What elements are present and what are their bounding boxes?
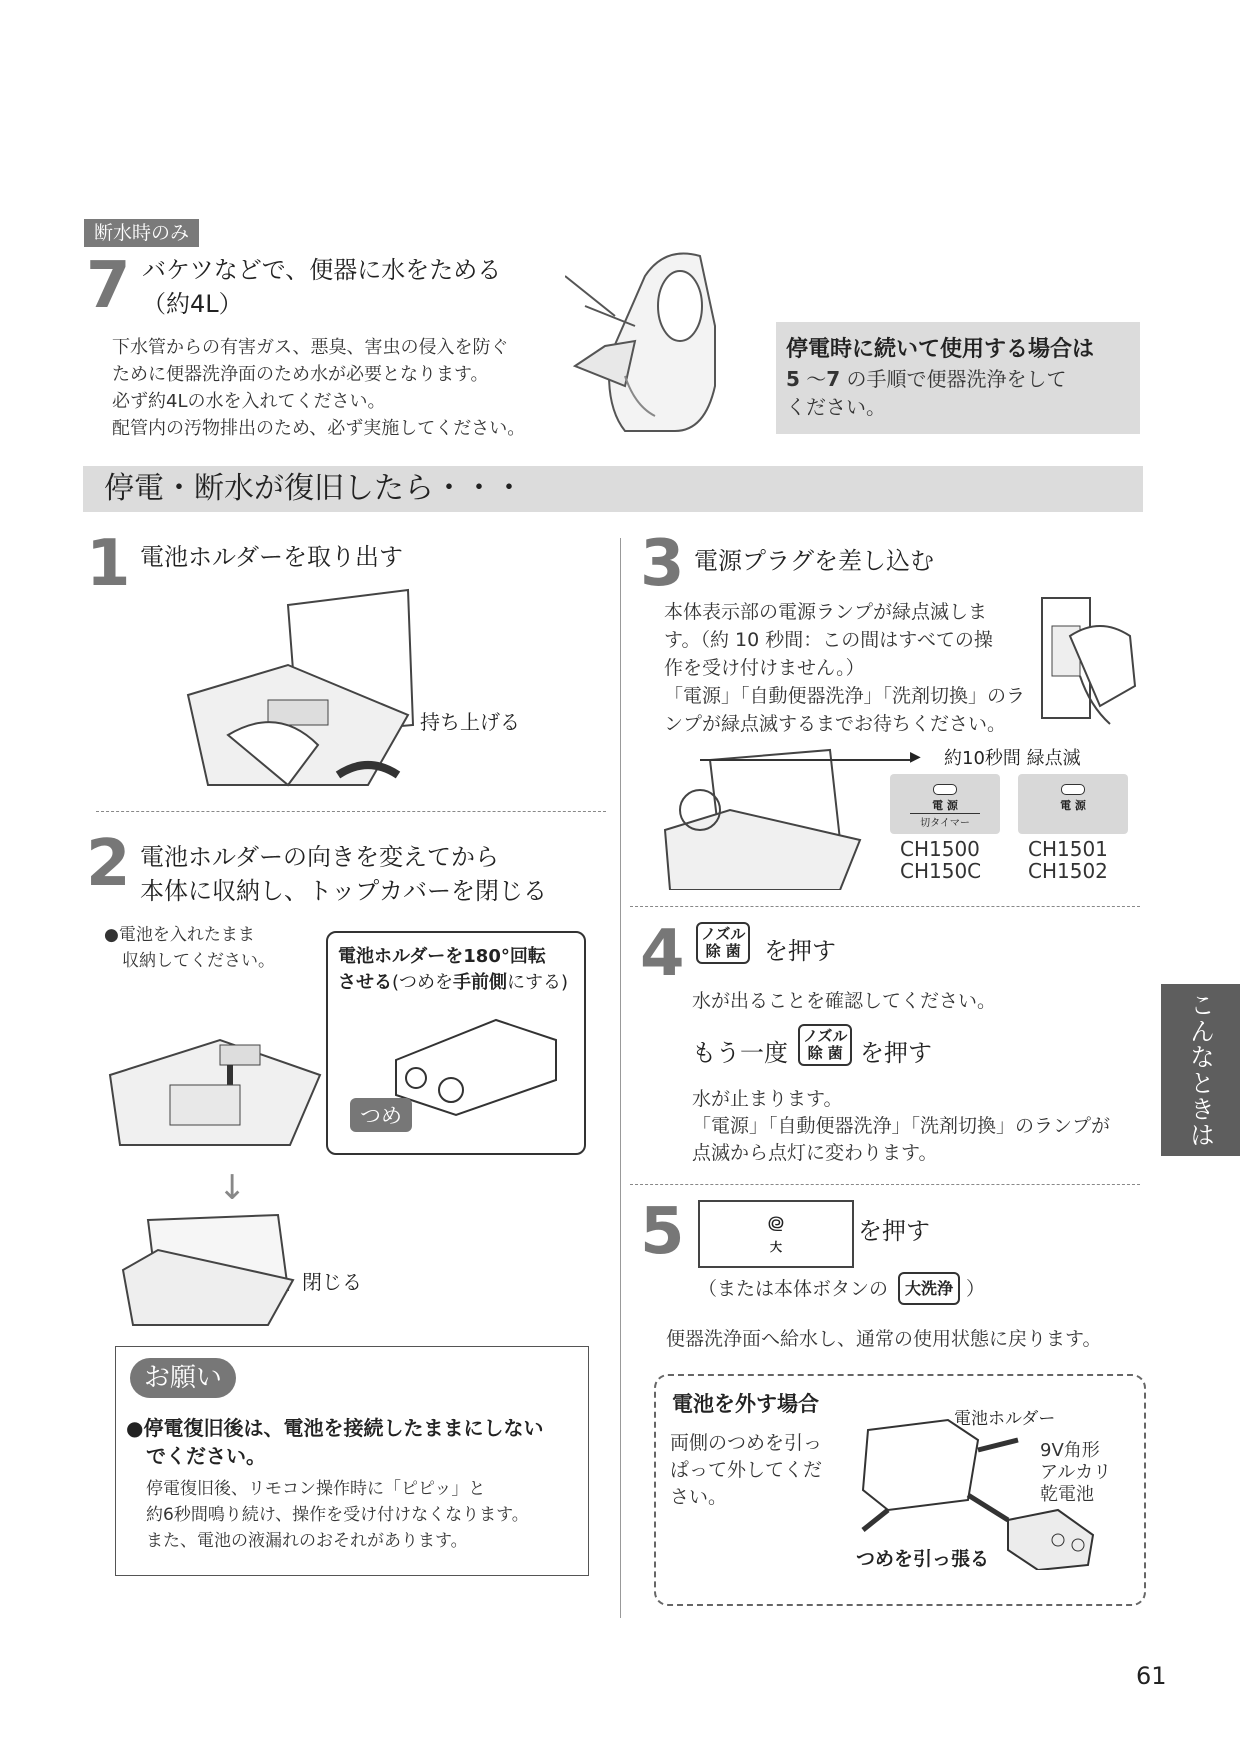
- step3-description: [664, 598, 1025, 738]
- step5-alt-suffix: ）: [966, 1278, 986, 1300]
- step7-title-line2: （約4L）: [142, 290, 243, 318]
- step2-title-line1: 電池ホルダーの向きを変えてから: [140, 843, 500, 871]
- step-number-4: 4: [640, 917, 685, 991]
- close-label: 閉じる: [302, 1270, 362, 1294]
- battery-box-title: 電池を外す場合: [672, 1392, 819, 1416]
- step4-again: もう一度: [692, 1039, 788, 1067]
- side-tab[interactable]: こんなときは: [1161, 984, 1240, 1156]
- note-step-end: 7: [826, 367, 841, 391]
- models-group-2: [1028, 838, 1108, 882]
- battery-box-line: 両側のつめを引っ: [670, 1432, 823, 1454]
- battery-label: 乾電池: [1040, 1484, 1094, 1505]
- step5-alt-prefix: （または本体ボタンの: [698, 1278, 889, 1300]
- step-number-5: 5: [640, 1195, 685, 1269]
- battery-box-description: [670, 1430, 822, 1511]
- note-tilde: ～: [799, 367, 827, 391]
- step3-line: 「電源」「自動便器洗浄」「洗剤切換」のラ: [664, 685, 1026, 707]
- battery-label: アルカリ: [1040, 1462, 1112, 1483]
- pull-label: つめを引っ張る: [856, 1548, 990, 1570]
- step3-line: 本体表示部の電源ランプが緑点滅しま: [664, 601, 988, 623]
- nozzle-icon-top: ノズル: [701, 925, 746, 943]
- callout-line2: [338, 968, 568, 994]
- tsume-label: つめ: [350, 1098, 412, 1132]
- callout-paren: (つめを: [392, 972, 454, 993]
- model: CH1500: [900, 837, 980, 861]
- holder-label: 電池ホルダー: [954, 1409, 1056, 1429]
- step4-press: を押す: [764, 937, 836, 965]
- power-timer-button: [890, 774, 1000, 834]
- nozzle-icon-bottom: 除 菌: [705, 942, 741, 960]
- step5-line: 便器洗浄面へ給水し、通常の使用状態に戻ります。: [666, 1328, 1102, 1350]
- power-button: [1018, 774, 1128, 834]
- step3-line: す。（約 10 秒間：この間はすべての操: [664, 629, 993, 651]
- lift-label: 持ち上げる: [420, 710, 520, 734]
- step-number-1: 1: [86, 527, 131, 601]
- blink-label: 約10秒間 緑点滅: [944, 748, 1081, 769]
- plug-insert-illustration: [1040, 596, 1140, 726]
- models-group-1: [900, 838, 981, 882]
- step3-line: 作を受け付けません。）: [664, 657, 865, 679]
- callout-end: にする): [507, 972, 569, 993]
- battery-type-label: [1040, 1440, 1111, 1506]
- step7-description: [112, 334, 552, 442]
- dashed-separator: [96, 811, 606, 812]
- battery-label: 9V角形: [1040, 1440, 1100, 1461]
- section-tag: 断水時のみ: [84, 219, 199, 247]
- request-line: 約6秒間鳴り続け、操作を受け付けなくなります。: [146, 1505, 529, 1525]
- step5-press: を押す: [858, 1217, 930, 1245]
- model: CH1502: [1028, 859, 1108, 883]
- step4-line4: 点滅から点灯に変わります。: [692, 1142, 938, 1164]
- step4-line1: 水が出ることを確認してください。: [692, 990, 997, 1012]
- request-line: 停電復旧後、リモコン操作時に「ピピッ」と: [146, 1479, 486, 1499]
- step1-title: 電池ホルダーを取り出す: [140, 543, 404, 571]
- request-heading-line2: でください。: [146, 1444, 266, 1468]
- model: CH1501: [1028, 837, 1108, 861]
- lamp-icon: [933, 784, 957, 795]
- battery-holder-remove-illustration: [168, 585, 428, 795]
- power-lamp-illustration: [660, 740, 920, 890]
- battery-box-line: さい。: [670, 1486, 728, 1508]
- step2-bullet-line2: 収納してください。: [122, 951, 275, 971]
- step-number-2: 2: [86, 827, 131, 901]
- swirl-icon: ᪤: [767, 1209, 785, 1237]
- page-number: 61: [1136, 1662, 1167, 1690]
- model: CH150C: [900, 859, 982, 883]
- battery-box-line: ぱって外してくだ: [670, 1459, 823, 1481]
- request-line: また、電池の液漏れのおそれがあります。: [146, 1531, 468, 1551]
- step7-line: ために便器洗浄面のため水が必要となります。: [112, 364, 489, 385]
- note-title: 停電時に続いて使用する場合は: [786, 337, 1095, 362]
- nozzle-icon-bottom: 除 菌: [807, 1044, 843, 1062]
- step2-bullet-line1: ●電池を入れたまま: [104, 925, 255, 945]
- battery-holder-closeup: [386, 1010, 566, 1120]
- main-flush-button-icon: 大洗浄: [898, 1272, 960, 1305]
- request-heading-line1: ●停電復旧後は、電池を接続したままにしない: [126, 1416, 544, 1440]
- close-cover-illustration: [118, 1210, 298, 1330]
- step-number-3: 3: [640, 527, 685, 601]
- step3-line: ンプが緑点滅するまでお待ちください。: [664, 713, 1007, 735]
- dashed-separator: [630, 906, 1140, 907]
- request-pill: お願い: [130, 1358, 236, 1398]
- flush-large-label: 大: [769, 1240, 782, 1254]
- callout-line1: 電池ホルダーを180°回転: [338, 946, 546, 967]
- power-timer-top: 電 源: [932, 799, 958, 812]
- power-timer-bottom: 切タイマー: [910, 813, 980, 829]
- step7-line: 配管内の汚物排出のため、必ず実施してください。: [112, 418, 526, 439]
- section-title: 停電・断水が復旧したら・・・: [104, 471, 524, 506]
- lamp-icon: [1061, 784, 1085, 795]
- step3-title: 電源プラグを差し込む: [694, 547, 934, 575]
- step4-line2: 水が止まります。: [692, 1088, 843, 1110]
- arrow-head-icon: ▶: [910, 749, 921, 765]
- column-divider: [620, 538, 621, 1618]
- battery-holder-insert-illustration: [100, 985, 330, 1155]
- power-button-label: 電 源: [1060, 799, 1086, 812]
- step-number-7: 7: [86, 249, 131, 323]
- step7-line: 必ず約4Lの水を入れてください。: [112, 391, 386, 412]
- nozzle-icon-top: ノズル: [803, 1027, 848, 1045]
- bucket-pour-illustration: [565, 246, 725, 436]
- note-step-start: 5: [786, 367, 800, 391]
- note-line2: ください。: [786, 395, 886, 419]
- flush-large-button: [698, 1200, 854, 1268]
- step7-title-line1: バケツなどで、便器に水をためる: [142, 256, 502, 284]
- note-line1: [786, 366, 1067, 393]
- callout-front: 手前側: [453, 972, 508, 993]
- step7-line: 下水管からの有害ガス、悪臭、害虫の侵入を防ぐ: [112, 337, 509, 358]
- nozzle-sterilize-button-icon: [696, 922, 750, 964]
- callout-rotate: させる: [338, 972, 392, 993]
- down-arrow-icon: ↓: [218, 1168, 247, 1208]
- request-details: [146, 1476, 529, 1554]
- step4-line3: 「電源」「自動便器洗浄」「洗剤切換」のランプが: [692, 1115, 1111, 1137]
- nozzle-sterilize-button-icon-2: [798, 1024, 852, 1066]
- step4-press2: を押す: [860, 1039, 932, 1067]
- note-text: の手順で便器洗浄をして: [840, 367, 1067, 391]
- step2-title-line2: 本体に収納し、トップカバーを閉じる: [140, 877, 548, 905]
- dashed-separator: [630, 1184, 1140, 1185]
